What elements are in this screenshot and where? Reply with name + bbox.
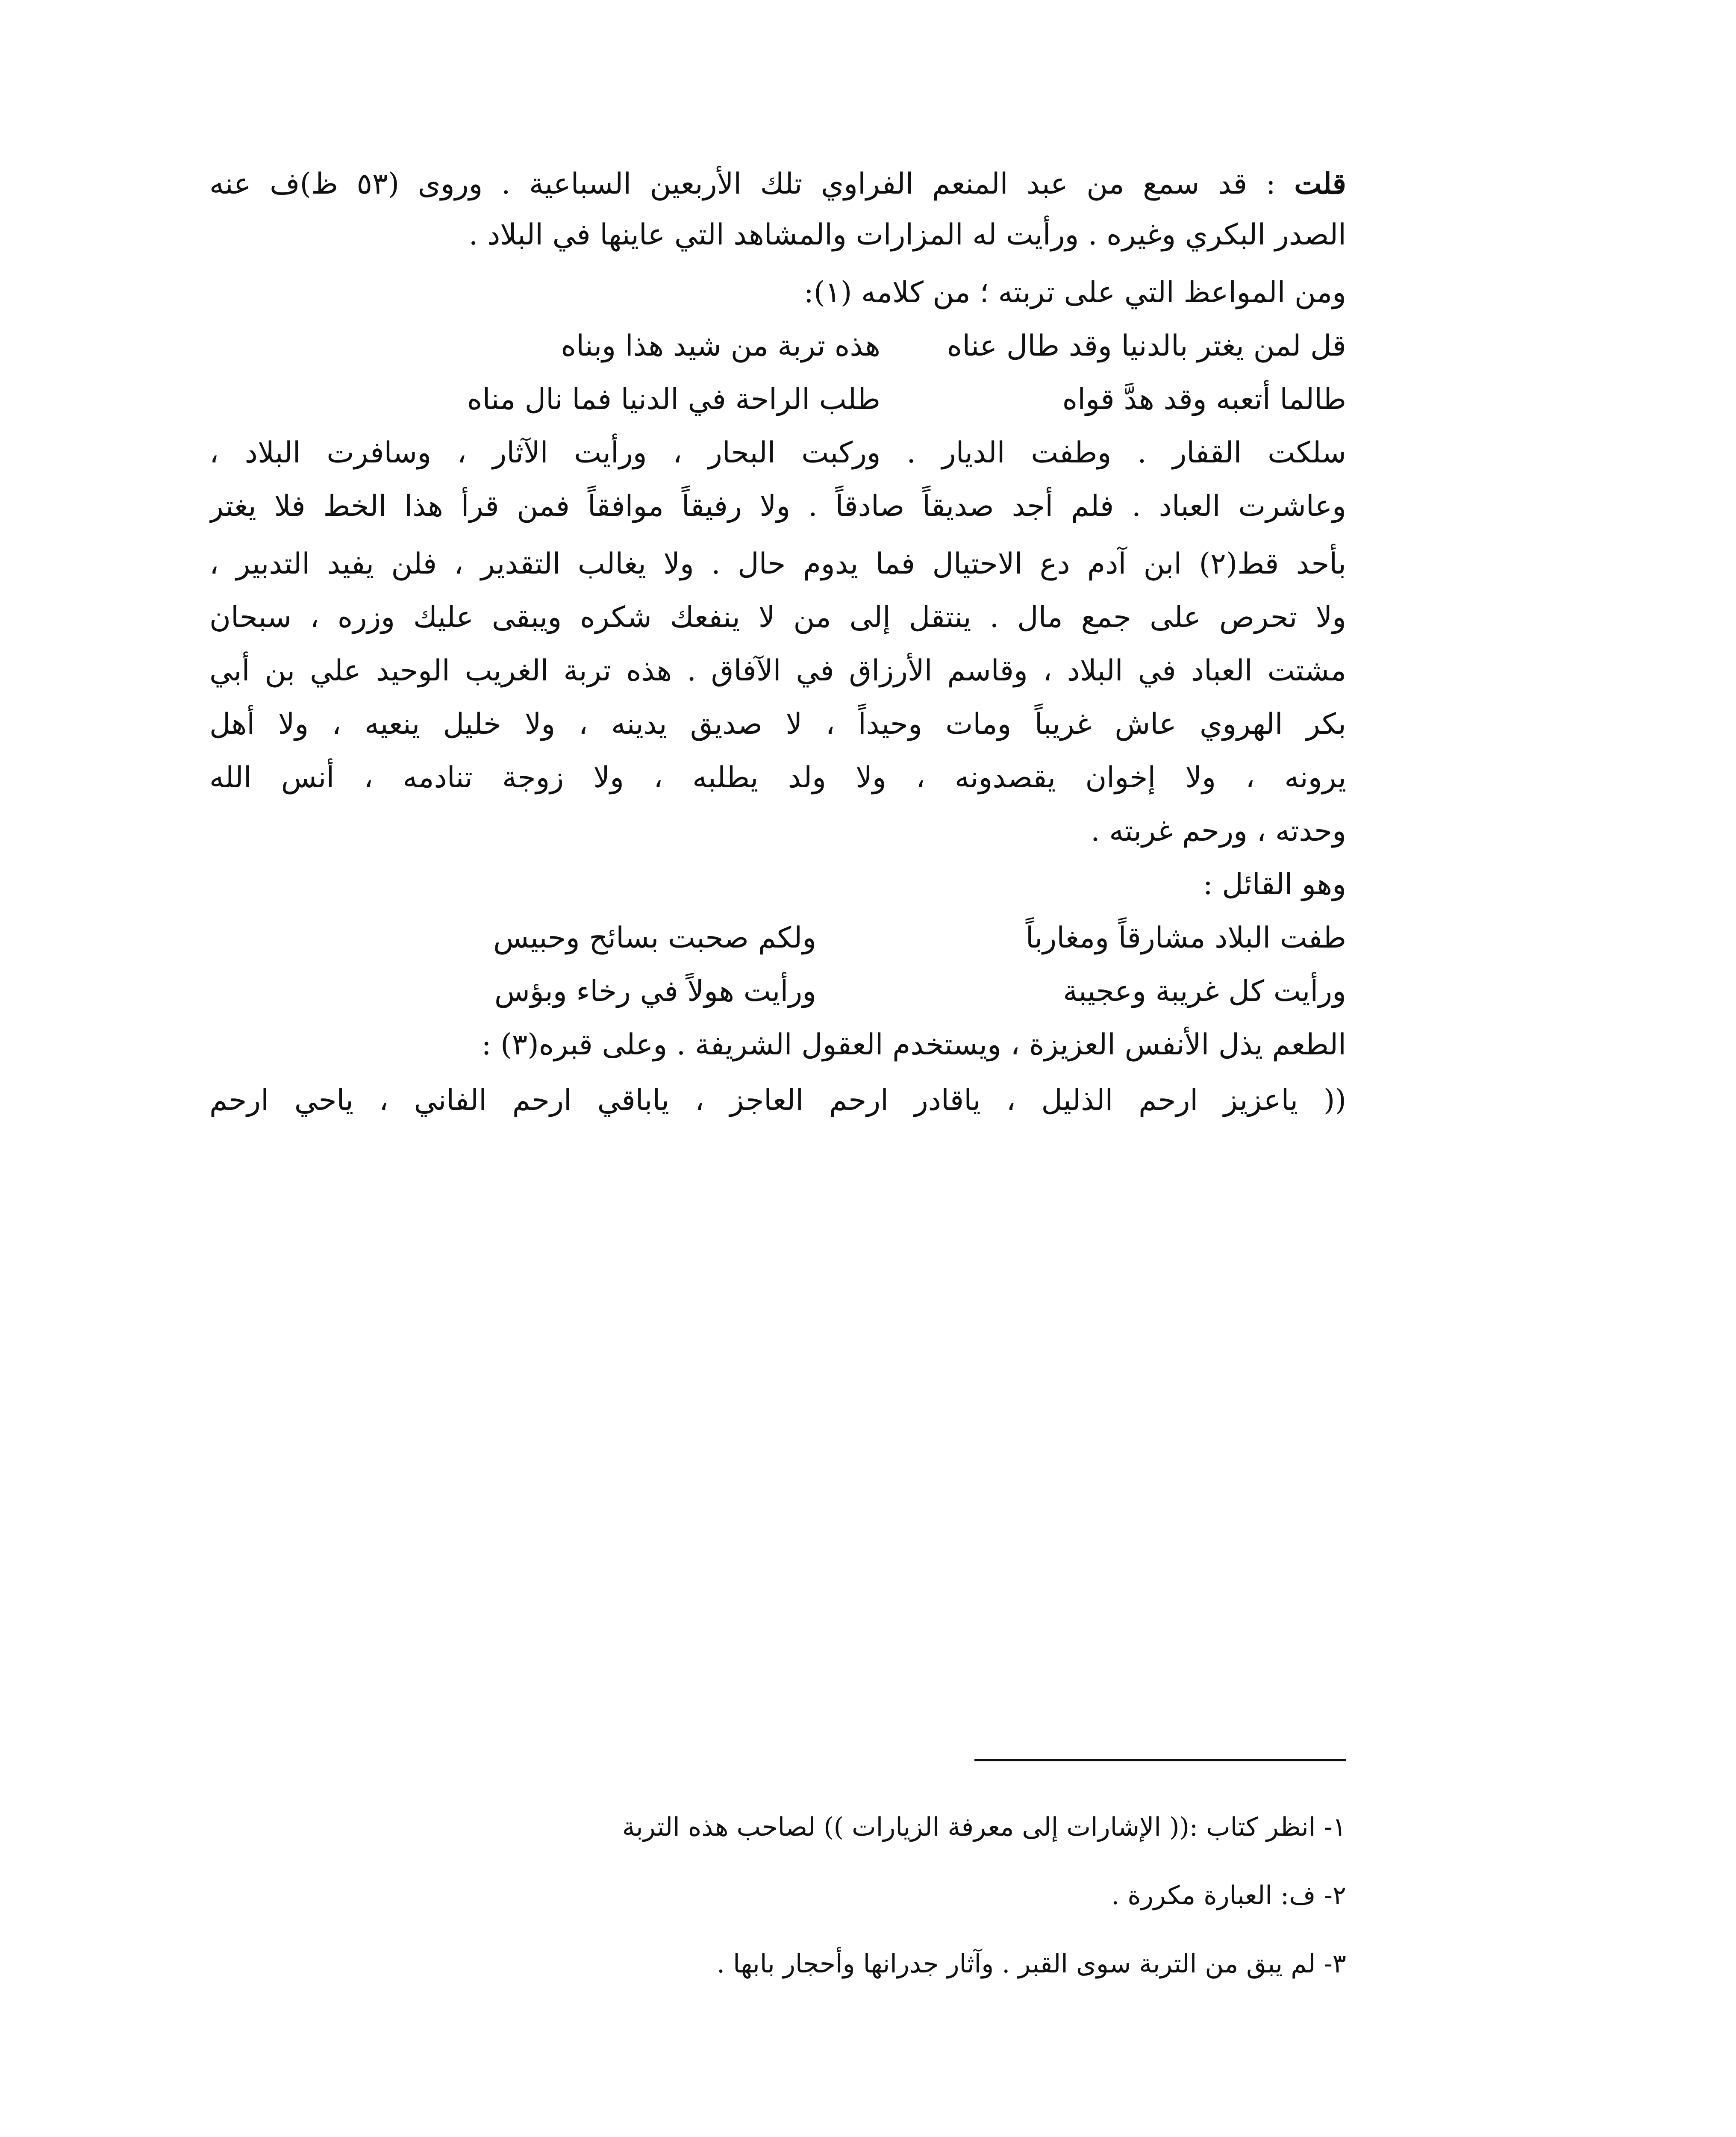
paragraph-lead-word: قلت — [1294, 167, 1346, 201]
footnote-3: ٣- لم يبق من التربة سوى القبر . وآثار جدرانها وأحجار بابها . — [717, 1949, 1346, 1979]
main-text — [209, 158, 1346, 1761]
footnote-separator — [974, 1759, 1346, 1761]
paragraph-1-line-1-text: : قد سمع من عبد المنعم الفراوي تلك الأربعين السباعية . وروى (٥٣ ظ)ف عنه — [209, 167, 1295, 201]
verse-4-first-hemistich: ورأيت كل غريبة وعجيبة — [1063, 974, 1346, 1008]
paragraph-5-line-1: الطعم يذل الأنفس العزيزة ، ويستخدم العقول الشريفة . وعلى قبره(٣) : — [481, 1028, 1346, 1062]
footnote-2: ٢- ف: العبارة مكررة . — [1111, 1881, 1346, 1910]
paragraph-1-line-1 — [209, 158, 1346, 209]
verse-2-second-hemistich: طلب الراحة في الدنيا فما نال مناه — [467, 383, 880, 416]
footnote-1: ١- انظر كتاب :(( الإشارات إلى معرفة الزيارات )) لصاحب هذه التربة — [622, 1812, 1346, 1842]
verse-1 — [209, 321, 1346, 372]
verse-4 — [209, 966, 1346, 1017]
verse-3-second-hemistich: ولكم صحبت بسائح وحبيس — [493, 921, 816, 955]
paragraph-3-line-7: يرونه ، ولا إخوان يقصدونه ، ولا ولد يطلبه ، ولا زوجة تنادمه ، أنس الله — [209, 761, 1346, 795]
paragraph-3-line-6: بكر الهروي عاش غريباً ومات وحيداً ، لا صديق يدينه ، ولا خليل ينعيه ، ولا أهل — [209, 707, 1346, 741]
verse-3-first-hemistich: طفت البلاد مشارقاً ومغارباً — [1025, 921, 1346, 955]
paragraph-3-line-1: سلكت القفار . وطفت الديار . وركبت البحار ، ورأيت الآثار ، وسافرت البلاد ، — [209, 436, 1346, 470]
paragraph-3-line-4: ولا تحرص على جمع مال . ينتقل إلى من لا ينفعك شكره ويبقى عليك وزره ، سبحان — [209, 600, 1346, 634]
paragraph-2-line-1: ومن المواعظ التي على تربته ؛ من كلامه (١): — [803, 276, 1346, 309]
footnotes — [385, 1804, 1346, 2043]
paragraph-3-line-5: مشتت العباد في البلاد ، وقاسم الأرزاق في الآفاق . هذه تربة الغريب الوحيد علي بن أبي — [209, 654, 1346, 688]
verse-2 — [209, 374, 1346, 425]
paragraph-4-line-1: وهو القائل : — [1203, 868, 1346, 901]
verse-2-first-hemistich: طالما أتعبه وقد هدَّ قواه — [1062, 383, 1346, 416]
verse-3 — [209, 912, 1346, 964]
paragraph-3-line-2: وعاشرت العباد . فلم أجد صديقاً صادقاً . ولا رفيقاً موافقاً فمن قرأ هذا الخط فلا يغتر — [209, 489, 1346, 523]
paragraph-5-line-2: (( ياعزيز ارحم الذليل ، ياقادر ارحم العاجز ، ياباقي ارحم الفاني ، ياحي ارحم — [209, 1083, 1346, 1117]
paragraph-3-line-8: وحدته ، ورحم غربته . — [1091, 814, 1346, 848]
paragraph-3-line-3: بأحد قط(٢) ابن آدم دع الاحتيال فما يدوم حال . ولا يغالب التقدير ، فلن يفيد التدبير ، — [209, 547, 1346, 581]
verse-4-second-hemistich: ورأيت هولاً في رخاء وبؤس — [494, 974, 816, 1008]
verse-1-first-hemistich: قل لمن يغتر بالدنيا وقد طال عناه — [947, 329, 1346, 363]
verse-1-second-hemistich: هذه تربة من شيد هذا وبناه — [561, 329, 880, 363]
paragraph-1-line-2: الصدر البكري وغيره . ورأيت له المزارات والمشاهد التي عاينها في البلاد . — [468, 218, 1346, 252]
